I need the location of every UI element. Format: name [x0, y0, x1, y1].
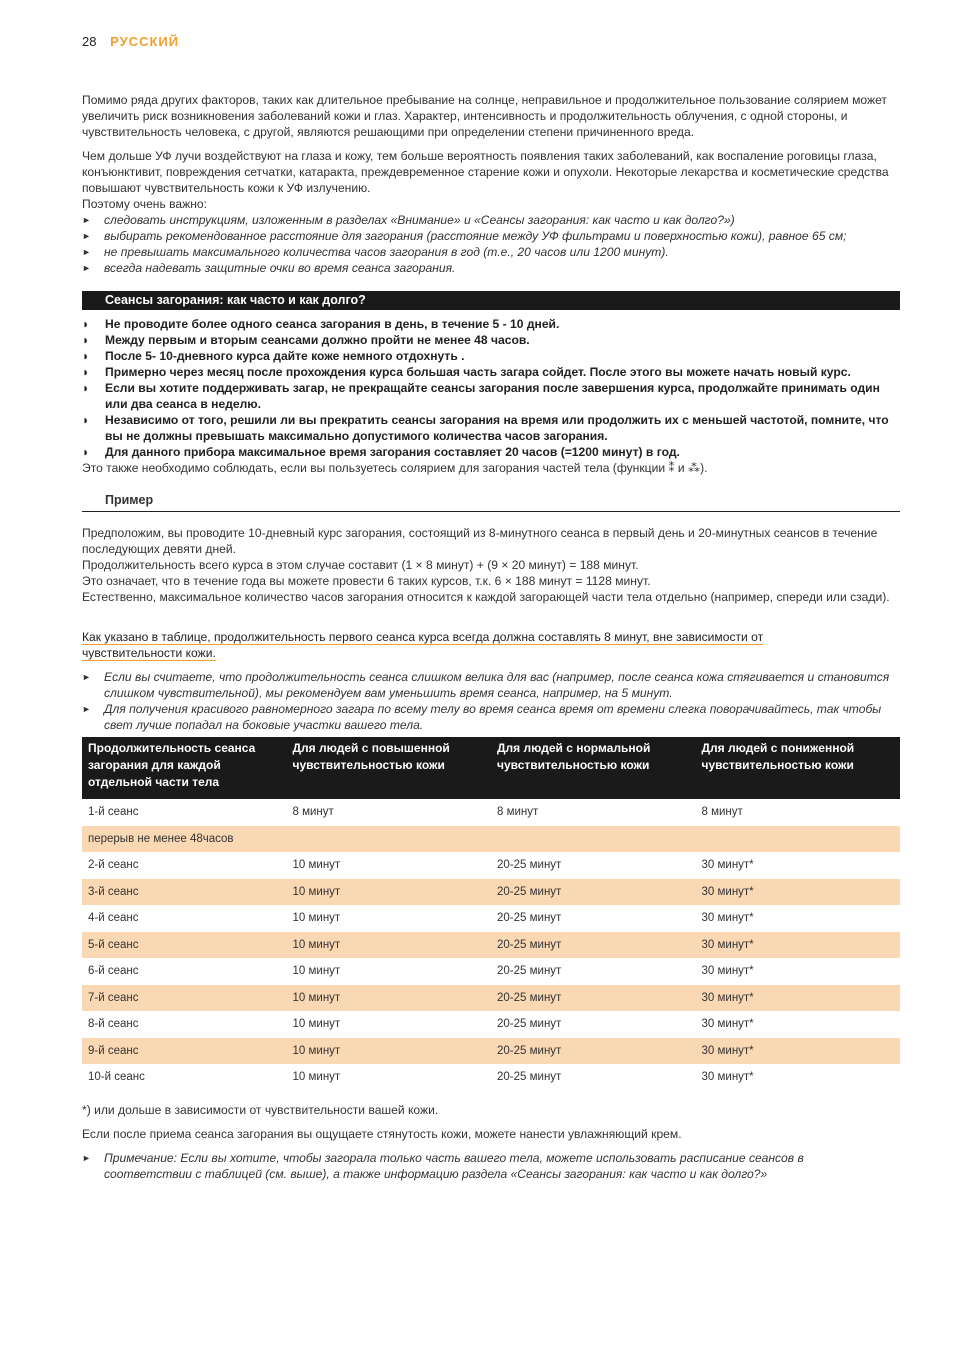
table-cell: 30 минут* — [696, 932, 901, 959]
triangle-bullet-icon: ► — [82, 263, 91, 273]
language-label: РУССКИЙ — [110, 34, 180, 49]
table-cell: 8 минут — [497, 806, 539, 819]
triangle-bullet-icon: ► — [82, 672, 91, 682]
text-line: следовать инструкциям, изложенным в разделах «Внимание» и «Сеансы загорания: как часто и как долго?») — [104, 213, 735, 227]
table-cell: 10-й сеанс — [88, 1071, 145, 1084]
bold-bullet-icon: ◗ — [82, 333, 90, 347]
section-title-bar — [82, 291, 900, 310]
text-line: Примерно через месяц после прохождения курса большая часть загара сойдет. После этого вы можете начать новый курс. — [105, 365, 851, 379]
table-row — [82, 932, 900, 959]
intro-bullet — [82, 228, 890, 244]
table-cell: 2-й сеанс — [88, 859, 139, 872]
table-row — [82, 958, 900, 985]
intro-bullet — [82, 244, 890, 260]
page-number: 28 — [82, 34, 97, 49]
bold-bullet-icon: ◗ — [82, 349, 90, 363]
rule-item — [82, 380, 900, 412]
table-header-cell: Для людей с нормальной чувствительностью кожи — [491, 737, 696, 799]
table-cell: 9-й сеанс — [82, 1038, 287, 1065]
table-cell: 30 минут* — [696, 1038, 901, 1065]
table-row — [82, 799, 900, 826]
table-cell: 10 минут — [287, 879, 492, 906]
table-cell: 20-25 минут — [491, 1038, 696, 1065]
table-cell: 20-25 минут — [491, 879, 696, 906]
table-row — [82, 852, 900, 879]
table-cell: 8-й сеанс — [88, 1018, 139, 1031]
table-cell: 30 минут* — [701, 912, 754, 925]
table-row — [82, 905, 900, 932]
rule-item — [82, 316, 900, 332]
triangle-bullet-icon: ► — [82, 247, 91, 257]
table-cell: 1-й сеанс — [88, 806, 139, 819]
table-cell: 20-25 минут — [497, 859, 562, 872]
text-line: Для данного прибора максимальное время загорания составляет 20 часов (=1200 минут) в год. — [105, 445, 680, 459]
example-paragraph-3: Это означает, что в течение года вы можете провести 6 таких курсов, т.к. 6 × 188 минут = 1128 минут. — [82, 574, 651, 588]
text-line: Сеансы загорания: как часто и как долго? — [105, 293, 366, 307]
triangle-bullet-icon: ► — [82, 215, 91, 225]
table-cell: 10 минут — [292, 912, 341, 925]
rule-item — [82, 412, 900, 444]
example-paragraph-4: Естественно, максимальное количество часов загорания относится к каждой загорающей части тела отдельно (например, спереди или сзади). — [82, 590, 890, 604]
subsection-title — [82, 492, 900, 512]
triangle-bullet-icon: ► — [82, 231, 91, 241]
table-cell: 8 минут — [701, 806, 743, 819]
bold-bullet-icon: ◗ — [82, 365, 90, 379]
bold-bullet-icon: ◗ — [82, 445, 90, 459]
table-row — [82, 1011, 900, 1038]
table-cell: 10 минут — [287, 1038, 492, 1065]
text-line: Для получения красивого равномерного загара по всему телу во время сеанса время от времени слегка поворачивайтесь, так чтобы свет лучше попадал на боковые участки вашего тела. — [104, 702, 882, 732]
table-cell: перерыв не менее 48часов — [82, 826, 287, 853]
text-line: всегда надевать защитные очки во время сеанса загорания. — [104, 261, 456, 275]
table-cell: 10 минут — [287, 985, 492, 1012]
text-line: Примечание: Если вы хотите, чтобы загорала только часть вашего тела, можете использовать расписание сеансов в соответствии с таблицей (см. выше), а также информацию раздела «Сеансы загорания: как часто и как долго?» — [104, 1151, 804, 1181]
tanning-schedule-table — [82, 737, 900, 1091]
rule-item — [82, 364, 900, 380]
intro-paragraph-1: Помимо ряда других факторов, таких как длительное пребывание на солнце, неправильное и продолжительное пользование солярием может увеличить риск возникновения заболеваний кожи и глаз. Характер, интенсивность и продолжительность облучения, с одной стороны, и чувствительность человека, с другой, являются решающими при определении степени причиненного вреда. — [82, 93, 887, 139]
text-line: не превышать максимального количества часов загорания в год (т.е., 20 часов или 1200 минут). — [104, 245, 669, 259]
bold-bullet-icon: ◗ — [82, 317, 90, 331]
intro-paragraph-3: Поэтому очень важно: — [82, 197, 208, 211]
text-line: чувствительности кожи. — [82, 646, 216, 660]
text-line: После 5- 10-дневного курса дайте коже немного отдохнуть . — [105, 349, 465, 363]
bold-bullet-icon: ◗ — [82, 381, 90, 395]
section1-note: Это также необходимо соблюдать, если вы пользуетесь солярием для загорания частей тела (функции ⁑ и ⁂). — [82, 461, 708, 475]
rule-item — [82, 444, 900, 460]
table-cell: 30 минут* — [696, 985, 901, 1012]
table-cell: 10 минут — [292, 965, 341, 978]
table-cell: 20-25 минут — [491, 932, 696, 959]
table-header-cell: Для людей с пониженной чувствительностью кожи — [696, 737, 901, 799]
text-line: Между первым и вторым сеансами должно пройти не менее 48 часов. — [105, 333, 530, 347]
table-cell — [696, 826, 901, 853]
example-bullet — [82, 669, 890, 701]
table-cell: 5-й сеанс — [82, 932, 287, 959]
table-cell — [491, 826, 696, 853]
table-cell: 20-25 минут — [497, 912, 562, 925]
table-cell: 30 минут* — [701, 859, 754, 872]
page-header — [82, 34, 179, 50]
table-header-cell: Для людей с повышенной чувствительностью кожи — [287, 737, 492, 799]
footer-paragraph: Если после приема сеанса загорания вы ощущаете стянутость кожи, можете нанести увлажняющий крем. — [82, 1127, 682, 1141]
table-cell: 3-й сеанс — [82, 879, 287, 906]
table-cell: 10 минут — [292, 859, 341, 872]
text-line: Независимо от того, решили ли вы прекратить сеансы загорания на время или продолжить их с меньшей частотой, помните, что вы не должны превышать максимально допустимого количества часов загорания. — [105, 413, 889, 443]
table-cell: 7-й сеанс — [82, 985, 287, 1012]
table-cell: 30 минут* — [701, 965, 754, 978]
table-footnote: *) или дольше в зависимости от чувствительности вашей кожи. — [82, 1103, 439, 1117]
text-line: Если вы хотите поддерживать загар, не прекращайте сеансы загорания после завершения курса, продолжайте принимать один или два сеанса в неделю. — [105, 381, 880, 411]
table-cell: 4-й сеанс — [88, 912, 139, 925]
table-cell: 8 минут — [292, 806, 334, 819]
table-cell: 30 минут* — [701, 1018, 754, 1031]
rule-item — [82, 348, 900, 364]
table-row — [82, 879, 900, 906]
table-cell: 6-й сеанс — [88, 965, 139, 978]
table-cell: 10 минут — [292, 1071, 341, 1084]
table-cell: 30 минут* — [701, 1071, 754, 1084]
triangle-bullet-icon: ► — [82, 704, 91, 714]
footer-note — [82, 1150, 890, 1182]
text-line: Не проводите более одного сеанса загорания в день, в течение 5 - 10 дней. — [105, 317, 560, 331]
table-cell: 10 минут — [287, 932, 492, 959]
table-row — [82, 985, 900, 1012]
intro-paragraph-2: Чем дольше УФ лучи воздействуют на глаза и кожу, тем больше вероятность появления таких заболеваний, как воспаление роговицы глаза, конъюнктивит, повреждения сетчатки, катаракта, преждевременное старение кожи и опухоли. Некоторые лекарства и косметические средства повышают чувствительность кожи к УФ излучению. — [82, 149, 889, 195]
table-cell: 20-25 минут — [497, 1018, 562, 1031]
table-cell: 20-25 минут — [497, 1071, 562, 1084]
table-header-row — [82, 737, 900, 799]
table-row — [82, 1038, 900, 1065]
intro-bullet — [82, 212, 890, 228]
bold-bullet-icon: ◗ — [82, 413, 90, 427]
intro-bullet — [82, 260, 890, 276]
underlined-note — [82, 629, 842, 661]
text-line: Как указано в таблице, продолжительность первого сеанса курса всегда должна составлять 8 минут, вне зависимости от — [82, 630, 764, 644]
triangle-bullet-icon: ► — [82, 1153, 91, 1163]
example-paragraph-2: Продолжительность всего курса в этом случае составит (1 × 8 минут) + (9 × 20 минут) = 188 минут. — [82, 558, 639, 572]
example-bullet — [82, 701, 890, 733]
table-cell — [287, 826, 492, 853]
table-cell: 10 минут — [292, 1018, 341, 1031]
table-cell: 20-25 минут — [497, 965, 562, 978]
example-paragraph-1: Предположим, вы проводите 10-дневный курс загорания, состоящий из 8-минутного сеанса в первый день и 20-минутных сеансов в течение последующих девяти дней. — [82, 526, 878, 556]
table-row — [82, 1064, 900, 1091]
table-header-cell: Продолжительность сеанса загорания для каждой отдельной части тела — [82, 737, 287, 799]
table-cell: 30 минут* — [696, 879, 901, 906]
text-line: выбирать рекомендованное расстояние для загорания (расстояние между УФ фильтрами и поверхностью кожи), равное 65 см; — [104, 229, 847, 243]
table-cell: 20-25 минут — [491, 985, 696, 1012]
text-line: Если вы считаете, что продолжительность сеанса слишком велика для вас (например, после сеанса кожа стягивается и становится слишком чувствительной), мы рекомендуем вам уменьшить время сеанса, например, на 5 минут. — [104, 670, 890, 700]
text-line: Пример — [105, 493, 154, 507]
rule-item — [82, 332, 900, 348]
table-row — [82, 826, 900, 853]
